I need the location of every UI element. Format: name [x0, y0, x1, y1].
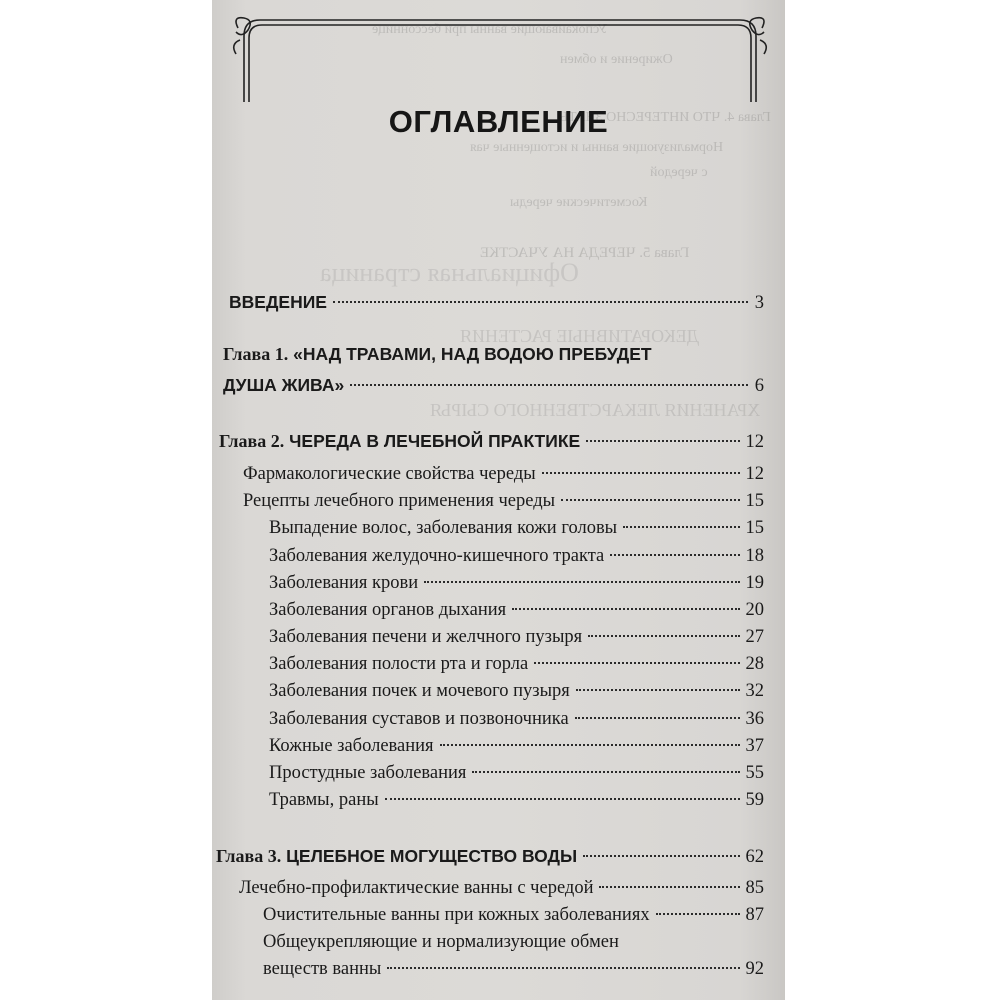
toc-entry-label: Лечебно-профилактические ванны с чередой — [239, 878, 594, 898]
toc-subsection-entry — [269, 515, 764, 541]
toc-entry-label: Заболевания суставов и позвоночника — [269, 709, 569, 729]
toc-chapter-1-entry — [223, 372, 764, 399]
chapter-prefix: Глава 1. — [223, 344, 289, 364]
toc-section-entry — [243, 461, 764, 487]
dot-leader — [512, 608, 739, 610]
dot-leader — [583, 855, 739, 857]
dot-leader — [440, 744, 740, 746]
toc-entry-label: Выпадение волос, заболевания кожи головы — [269, 518, 618, 538]
chapter-title — [216, 843, 577, 869]
toc-page-number: 28 — [745, 654, 764, 674]
toc-entry-label: Рецепты лечебного применения череды — [243, 491, 556, 511]
toc-subsection-entry — [269, 570, 764, 596]
toc-page-number: 19 — [745, 573, 764, 593]
chapter-prefix: Глава 3. — [216, 846, 282, 866]
toc-page-number: 92 — [745, 959, 764, 979]
dot-leader — [623, 526, 739, 528]
toc-subsection-entry — [269, 706, 764, 732]
toc-subsection-line-1: Общеукрепляющие и нормализующие обмен — [263, 932, 619, 952]
toc-entry-label: Кожные заболевания — [269, 736, 434, 756]
dot-leader — [350, 384, 748, 386]
toc-subsection-entry — [263, 902, 764, 928]
toc-page-number: 15 — [745, 491, 764, 511]
dot-leader — [333, 301, 748, 303]
toc-chapter-2-entry — [219, 428, 764, 455]
toc-section-entry — [243, 488, 764, 514]
toc-page-number: 32 — [745, 681, 764, 701]
dot-leader — [610, 554, 739, 556]
toc-page-number: 18 — [745, 546, 764, 566]
toc-subsection-entry — [269, 597, 764, 623]
toc-entry-label: Заболевания почек и мочевого пузыря — [269, 681, 570, 701]
toc-subsection-entry — [269, 651, 764, 677]
toc-page-number: 62 — [745, 847, 764, 867]
dot-leader — [588, 635, 739, 637]
dot-leader — [424, 581, 739, 583]
toc-entry-label: Заболевания крови — [269, 573, 419, 593]
toc-entry-label: ВВЕДЕНИЕ — [229, 292, 327, 312]
page-title: ОГЛАВЛЕНИЕ — [388, 104, 609, 139]
toc-section-entry — [239, 875, 764, 901]
toc-page-number: 20 — [745, 600, 764, 620]
toc-entry-label: Фармакологические свойства череды — [243, 464, 536, 484]
toc-page-number: 37 — [745, 736, 764, 756]
toc-subsection-entry — [269, 678, 764, 704]
toc-entry-label: Очистительные ванны при кожных заболеваниях — [263, 905, 650, 925]
chapter-title — [219, 428, 580, 454]
toc-page-number: 36 — [745, 709, 764, 729]
toc-page-number: 15 — [745, 518, 764, 538]
toc-entry-label: Заболевания органов дыхания — [269, 600, 507, 620]
chapter-title-line-1: «НАД ТРАВАМИ, НАД ВОДОЮ ПРЕБУДЕТ — [293, 344, 652, 364]
toc-entry-label: Простудные заболевания — [269, 763, 467, 783]
toc-page-number: 3 — [754, 293, 764, 313]
toc-entry-label: Заболевания полости рта и горла — [269, 654, 529, 674]
chapter-title-line-2: ДУША ЖИВА» — [223, 375, 345, 395]
toc-entry-introduction — [229, 289, 764, 316]
chapter-prefix: Глава 2. — [219, 431, 285, 451]
toc-page-number: 12 — [745, 432, 764, 452]
toc-entry-label: веществ ванны — [263, 959, 382, 979]
ornamental-frame — [230, 14, 770, 104]
toc-subsection-entry — [269, 543, 764, 569]
toc-page-number: 6 — [754, 376, 764, 396]
dot-leader — [575, 717, 740, 719]
dot-leader — [387, 967, 739, 969]
toc-subsection-entry — [269, 787, 764, 813]
toc-page-number: 27 — [745, 627, 764, 647]
dot-leader — [576, 689, 740, 691]
dot-leader — [385, 798, 740, 800]
toc-page-number: 85 — [745, 878, 764, 898]
toc-page-number: 59 — [745, 790, 764, 810]
chapter-title-text: ЧЕРЕДА В ЛЕЧЕБНОЙ ПРАКТИКЕ — [289, 431, 581, 451]
toc-chapter-3-entry — [216, 843, 764, 870]
dot-leader — [599, 886, 739, 888]
toc-entry-label: Травмы, раны — [269, 790, 379, 810]
dot-leader — [542, 472, 740, 474]
toc-entry-label: Заболевания желудочно-кишечного тракта — [269, 546, 605, 566]
toc-subsection-entry — [269, 733, 764, 759]
toc-chapter-1-heading — [223, 341, 652, 367]
dot-leader — [561, 499, 739, 501]
toc-subsection-entry — [263, 956, 764, 982]
toc-page-number: 55 — [745, 763, 764, 783]
dot-leader — [656, 913, 740, 915]
toc-entry-label: Заболевания печени и желчного пузыря — [269, 627, 583, 647]
toc-page-number: 87 — [745, 905, 764, 925]
dot-leader — [472, 771, 739, 773]
chapter-title-text: ЦЕЛЕБНОЕ МОГУЩЕСТВО ВОДЫ — [286, 846, 578, 866]
dot-leader — [534, 662, 739, 664]
toc-page-number: 12 — [745, 464, 764, 484]
toc-subsection-entry — [269, 760, 764, 786]
dot-leader — [586, 440, 739, 442]
toc-subsection-entry — [269, 624, 764, 650]
